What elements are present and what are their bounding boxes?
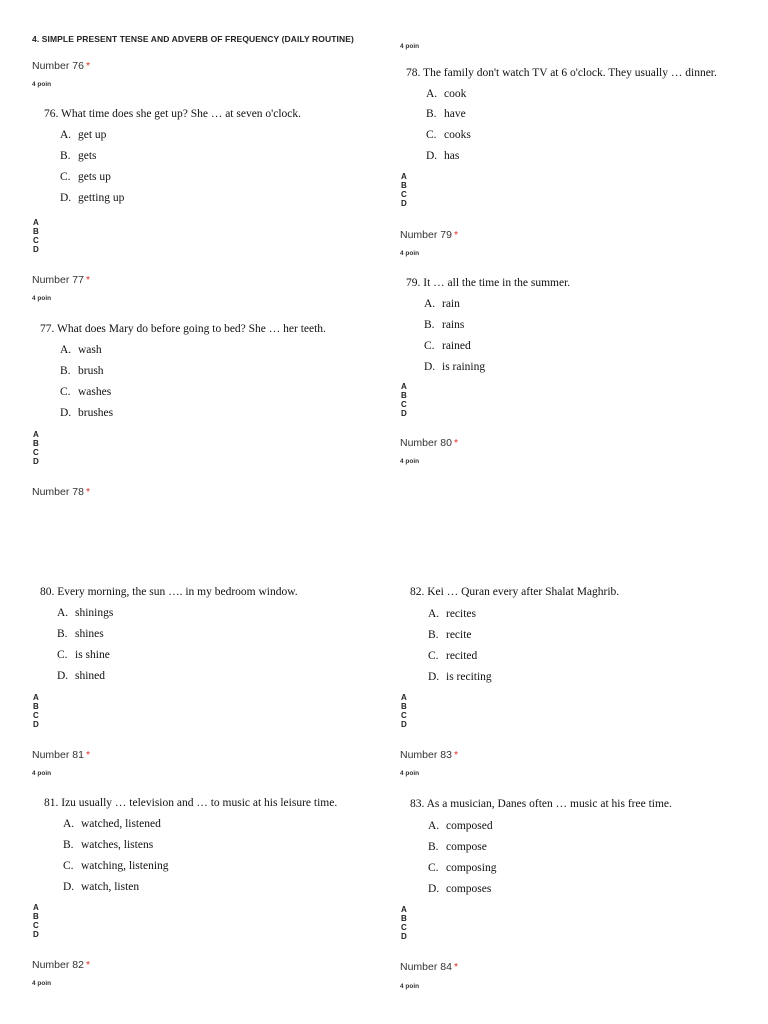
answer-choice-a[interactable]: A	[401, 693, 407, 702]
points-83: 4 poin	[400, 770, 420, 777]
option-text: is raining	[442, 361, 486, 373]
option-text: cook	[444, 88, 467, 100]
option-letter: D.	[60, 192, 72, 204]
question-number-label: Number 79	[400, 229, 452, 241]
question-78-option-a[interactable]	[426, 88, 466, 100]
question-78-option-c[interactable]	[426, 129, 471, 141]
answer-choices-81[interactable]	[33, 903, 39, 939]
question-82-option-c[interactable]	[428, 650, 477, 662]
answer-choice-b[interactable]: B	[401, 702, 407, 711]
answer-choice-c[interactable]: C	[33, 448, 39, 457]
option-text: composes	[446, 883, 492, 895]
question-79-option-c[interactable]	[424, 340, 471, 352]
option-letter: B.	[424, 319, 435, 331]
option-text: wash	[78, 344, 102, 356]
question-82-option-b[interactable]	[428, 629, 472, 641]
option-text: recites	[446, 608, 477, 620]
question-number-label: Number 83	[400, 749, 452, 761]
required-mark: *	[85, 749, 91, 761]
option-text: compose	[446, 841, 487, 853]
question-number-78	[32, 486, 90, 498]
required-mark: *	[453, 749, 459, 761]
question-80-text: 80. Every morning, the sun …. in my bedroom window.	[40, 586, 298, 598]
option-letter: A.	[424, 298, 436, 310]
answer-choice-c[interactable]: C	[401, 400, 407, 409]
option-text: getting up	[78, 192, 125, 204]
answer-choice-a[interactable]: A	[401, 382, 407, 391]
option-text: rains	[442, 319, 465, 331]
answer-choice-c[interactable]: C	[33, 236, 39, 245]
question-81-option-d[interactable]	[63, 881, 139, 893]
option-text: shinings	[75, 607, 114, 619]
option-letter: B.	[60, 365, 71, 377]
points-80: 4 poin	[400, 458, 420, 465]
answer-choice-d[interactable]: D	[33, 457, 39, 466]
answer-choice-a[interactable]: A	[33, 903, 39, 912]
answer-choice-d[interactable]: D	[33, 720, 39, 729]
option-text: composed	[446, 820, 493, 832]
question-78-option-b[interactable]	[426, 108, 466, 120]
question-number-77	[32, 274, 90, 286]
option-letter: C.	[57, 649, 68, 661]
question-76-option-d[interactable]	[60, 192, 124, 204]
answer-choice-a[interactable]: A	[401, 905, 407, 914]
option-letter: C.	[426, 129, 437, 141]
question-78-option-d[interactable]	[426, 150, 459, 162]
option-text: rain	[442, 298, 460, 310]
question-82-text: 82. Kei … Quran every after Shalat Maghrib.	[410, 586, 620, 598]
answer-choice-b[interactable]: B	[33, 702, 39, 711]
answer-choices-80[interactable]	[33, 693, 39, 729]
option-letter: C.	[63, 860, 74, 872]
question-80-option-a[interactable]	[57, 607, 113, 619]
points-78: 4 poin	[400, 43, 420, 50]
option-letter: B.	[428, 841, 439, 853]
option-text: is reciting	[446, 671, 492, 683]
question-79-option-b[interactable]	[424, 319, 464, 331]
answer-choice-c[interactable]: C	[401, 190, 407, 199]
required-mark: *	[85, 486, 91, 498]
option-letter: B.	[426, 108, 437, 120]
question-76-option-a[interactable]	[60, 129, 106, 141]
question-82-option-a[interactable]	[428, 608, 476, 620]
option-letter: B.	[63, 839, 74, 851]
option-letter: D.	[426, 150, 438, 162]
answer-choice-c[interactable]: C	[33, 711, 39, 720]
option-text: shined	[75, 670, 106, 682]
option-letter: C.	[60, 171, 71, 183]
option-text: composing	[446, 862, 497, 874]
option-text: recited	[446, 650, 478, 662]
answer-choice-d[interactable]: D	[401, 199, 407, 208]
option-text: has	[444, 150, 460, 162]
required-mark: *	[453, 961, 459, 973]
option-text: rained	[442, 340, 471, 352]
question-80-option-d[interactable]	[57, 670, 105, 682]
option-text: watches, listens	[81, 839, 154, 851]
answer-choice-a[interactable]: A	[33, 693, 39, 702]
option-text: get up	[78, 129, 107, 141]
option-text: gets	[78, 150, 97, 162]
option-letter: B.	[57, 628, 68, 640]
question-83-option-c[interactable]	[428, 862, 496, 874]
answer-choice-d[interactable]: D	[401, 932, 407, 941]
answer-choice-b[interactable]: B	[33, 912, 39, 921]
required-mark: *	[453, 437, 459, 449]
answer-choice-b[interactable]: B	[401, 914, 407, 923]
answer-choices-78[interactable]	[401, 172, 407, 208]
option-letter: A.	[60, 344, 72, 356]
required-mark: *	[85, 60, 91, 72]
question-81-option-b[interactable]	[63, 839, 153, 851]
option-letter: B.	[60, 150, 71, 162]
question-number-79	[400, 229, 458, 241]
answer-choices-83[interactable]	[401, 905, 407, 941]
question-77-text: 77. What does Mary do before going to bed? She … her teeth.	[40, 323, 326, 335]
option-text: brush	[78, 365, 104, 377]
question-77-option-a[interactable]	[60, 344, 102, 356]
question-number-76	[32, 60, 90, 72]
question-80-option-c[interactable]	[57, 649, 110, 661]
answer-choice-d[interactable]: D	[33, 245, 39, 254]
answer-choice-b[interactable]: B	[33, 439, 39, 448]
option-text: watch, listen	[81, 881, 140, 893]
option-letter: D.	[428, 883, 440, 895]
question-82-option-d[interactable]	[428, 671, 492, 683]
question-number-label: Number 82	[32, 959, 84, 971]
points-81: 4 poin	[32, 770, 52, 777]
option-letter: C.	[428, 862, 439, 874]
answer-choice-d[interactable]: D	[401, 409, 407, 418]
question-76-text: 76. What time does she get up? She … at seven o'clock.	[44, 108, 302, 120]
question-77-option-b[interactable]	[60, 365, 104, 377]
answer-choice-a[interactable]: A	[33, 218, 39, 227]
question-number-80	[400, 437, 458, 449]
section-heading: 4. SIMPLE PRESENT TENSE AND ADVERB OF FREQUENCY (DAILY ROUTINE)	[32, 34, 354, 44]
option-letter: D.	[60, 407, 72, 419]
option-letter: A.	[63, 818, 75, 830]
option-letter: A.	[426, 88, 438, 100]
question-83-option-a[interactable]	[428, 820, 493, 832]
option-text: have	[444, 108, 466, 120]
option-text: brushes	[78, 407, 114, 419]
question-number-label: Number 81	[32, 749, 84, 761]
points-79: 4 poin	[400, 250, 420, 257]
question-83-option-b[interactable]	[428, 841, 487, 853]
question-83-text: 83. As a musician, Danes often … music at his free time.	[410, 798, 672, 810]
question-80-option-b[interactable]	[57, 628, 104, 640]
question-number-label: Number 78	[32, 486, 84, 498]
required-mark: *	[453, 229, 459, 241]
question-number-label: Number 77	[32, 274, 84, 286]
question-77-option-c[interactable]	[60, 386, 111, 398]
question-number-81	[32, 749, 90, 761]
answer-choices-77[interactable]	[33, 430, 39, 466]
answer-choice-c[interactable]: C	[401, 711, 407, 720]
question-77-option-d[interactable]	[60, 407, 113, 419]
answer-choices-79[interactable]	[401, 382, 407, 418]
option-letter: D.	[424, 361, 436, 373]
option-letter: D.	[57, 670, 69, 682]
option-letter: A.	[60, 129, 72, 141]
question-79-text: 79. It … all the time in the summer.	[406, 277, 571, 289]
question-number-label: Number 80	[400, 437, 452, 449]
answer-choice-c[interactable]: C	[33, 921, 39, 930]
answer-choice-d[interactable]: D	[401, 720, 407, 729]
answer-choice-a[interactable]: A	[401, 172, 407, 181]
question-number-83	[400, 749, 458, 761]
question-79-option-a[interactable]	[424, 298, 460, 310]
question-number-label: Number 84	[400, 961, 452, 973]
answer-choice-a[interactable]: A	[33, 430, 39, 439]
answer-choices-76[interactable]	[33, 218, 39, 254]
question-76-option-b[interactable]	[60, 150, 97, 162]
points-82: 4 poin	[32, 980, 52, 987]
option-text: recite	[446, 629, 472, 641]
option-text: washes	[78, 386, 112, 398]
option-letter: C.	[424, 340, 435, 352]
question-81-text: 81. Izu usually … television and … to music at his leisure time.	[44, 797, 338, 809]
answer-choice-d[interactable]: D	[33, 930, 39, 939]
question-81-option-a[interactable]	[63, 818, 161, 830]
option-text: cooks	[444, 129, 471, 141]
option-letter: D.	[63, 881, 75, 893]
answer-choice-b[interactable]: B	[401, 391, 407, 400]
question-76-option-c[interactable]	[60, 171, 111, 183]
question-83-option-d[interactable]	[428, 883, 491, 895]
option-text: gets up	[78, 171, 111, 183]
option-letter: A.	[428, 608, 440, 620]
option-letter: C.	[428, 650, 439, 662]
option-text: watching, listening	[81, 860, 169, 872]
question-number-82	[32, 959, 90, 971]
option-letter: D.	[428, 671, 440, 683]
question-81-option-c[interactable]	[63, 860, 169, 872]
option-letter: A.	[428, 820, 440, 832]
option-letter: B.	[428, 629, 439, 641]
answer-choice-c[interactable]: C	[401, 923, 407, 932]
question-78-text: 78. The family don't watch TV at 6 o'clock. They usually … dinner.	[406, 67, 717, 79]
answer-choice-b[interactable]: B	[401, 181, 407, 190]
answer-choices-82[interactable]	[401, 693, 407, 729]
question-79-option-d[interactable]	[424, 361, 485, 373]
question-number-84	[400, 961, 458, 973]
option-text: watched, listened	[81, 818, 161, 830]
required-mark: *	[85, 959, 91, 971]
points-76: 4 poin	[32, 81, 52, 88]
question-number-label: Number 76	[32, 60, 84, 72]
points-77: 4 poin	[32, 295, 52, 302]
option-text: is shine	[75, 649, 110, 661]
answer-choice-b[interactable]: B	[33, 227, 39, 236]
required-mark: *	[85, 274, 91, 286]
option-letter: A.	[57, 607, 69, 619]
option-letter: C.	[60, 386, 71, 398]
option-text: shines	[75, 628, 104, 640]
points-84: 4 poin	[400, 983, 420, 990]
